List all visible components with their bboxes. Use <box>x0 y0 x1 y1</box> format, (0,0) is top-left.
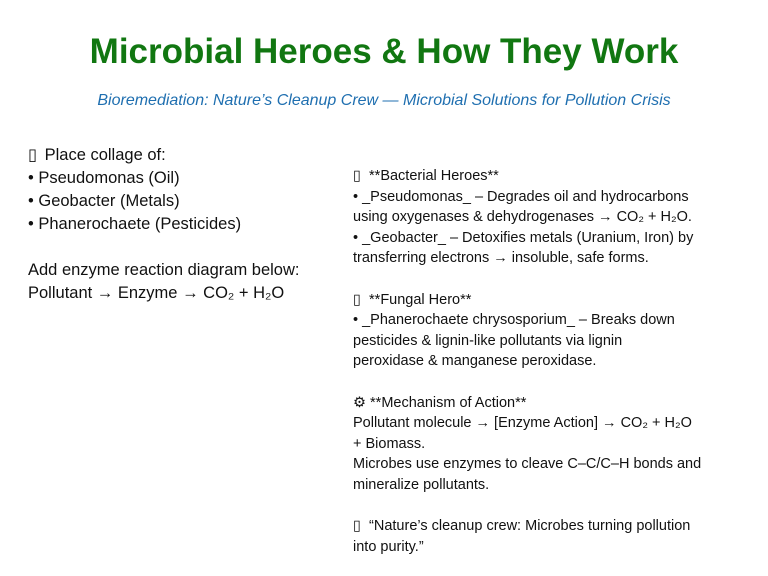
left-placeholder-notes <box>28 144 338 305</box>
gear-icon: ⚙ <box>353 394 366 411</box>
image-placeholder-icon: ▯ <box>28 146 38 164</box>
fungal-heading <box>353 290 743 311</box>
collage-item: • Phanerochaete (Pesticides) <box>28 215 242 233</box>
bacterial-line: • _Pseudomonas_ – Degrades oil and hydrocarbons <box>353 188 689 205</box>
mechanism-heading <box>353 393 743 414</box>
diagram-formula: Pollutant → Enzyme → CO₂ + H₂O <box>28 284 285 302</box>
bacteria-icon: ▯ <box>353 168 361 184</box>
mechanism-line: mineralize pollutants. <box>353 476 490 493</box>
diagram-note: Add enzyme reaction diagram below: <box>28 261 300 279</box>
mechanism-line: + Biomass. <box>353 435 426 452</box>
collage-intro-text: Place collage of: <box>44 146 166 164</box>
bacterial-heading-text: **Bacterial Heroes** <box>369 168 499 184</box>
bacterial-heading <box>353 166 743 187</box>
quote-text: “Nature’s cleanup crew: Microbes turning pollution <box>369 518 691 535</box>
slide-title: Microbial Heroes & How They Work <box>89 32 679 71</box>
mechanism-line: Pollutant molecule → [Enzyme Action] → CO₂ + H₂O <box>353 415 692 432</box>
fungal-line: peroxidase & manganese peroxidase. <box>353 353 597 370</box>
bacterial-line: transferring electrons → insoluble, safe forms. <box>353 250 649 267</box>
fungal-line: pesticides & lignin-like pollutants via lignin <box>353 332 623 349</box>
quote-icon: ▯ <box>353 518 361 535</box>
fungus-icon: ▯ <box>353 291 361 308</box>
collage-item: • Pseudomonas (Oil) <box>28 169 180 187</box>
right-content <box>353 166 743 557</box>
mechanism-line: Microbes use enzymes to cleave C–C/C–H bonds and <box>353 456 702 473</box>
quote-line <box>353 516 743 537</box>
collage-intro-line <box>28 144 338 167</box>
fungal-line: • _Phanerochaete chrysosporium_ – Breaks down <box>353 312 675 329</box>
collage-item: • Geobacter (Metals) <box>28 192 180 210</box>
quote-line: into purity.” <box>353 538 424 555</box>
mechanism-heading-text: **Mechanism of Action** <box>370 394 527 411</box>
bacterial-line: • _Geobacter_ – Detoxifies metals (Uranium, Iron) by <box>353 229 694 246</box>
fungal-heading-text: **Fungal Hero** <box>369 291 472 308</box>
bacterial-line: using oxygenases & dehydrogenases → CO₂ + H₂O. <box>353 209 692 226</box>
slide-subtitle: Bioremediation: Nature’s Cleanup Crew — Microbial Solutions for Pollution Crisis <box>97 92 671 109</box>
